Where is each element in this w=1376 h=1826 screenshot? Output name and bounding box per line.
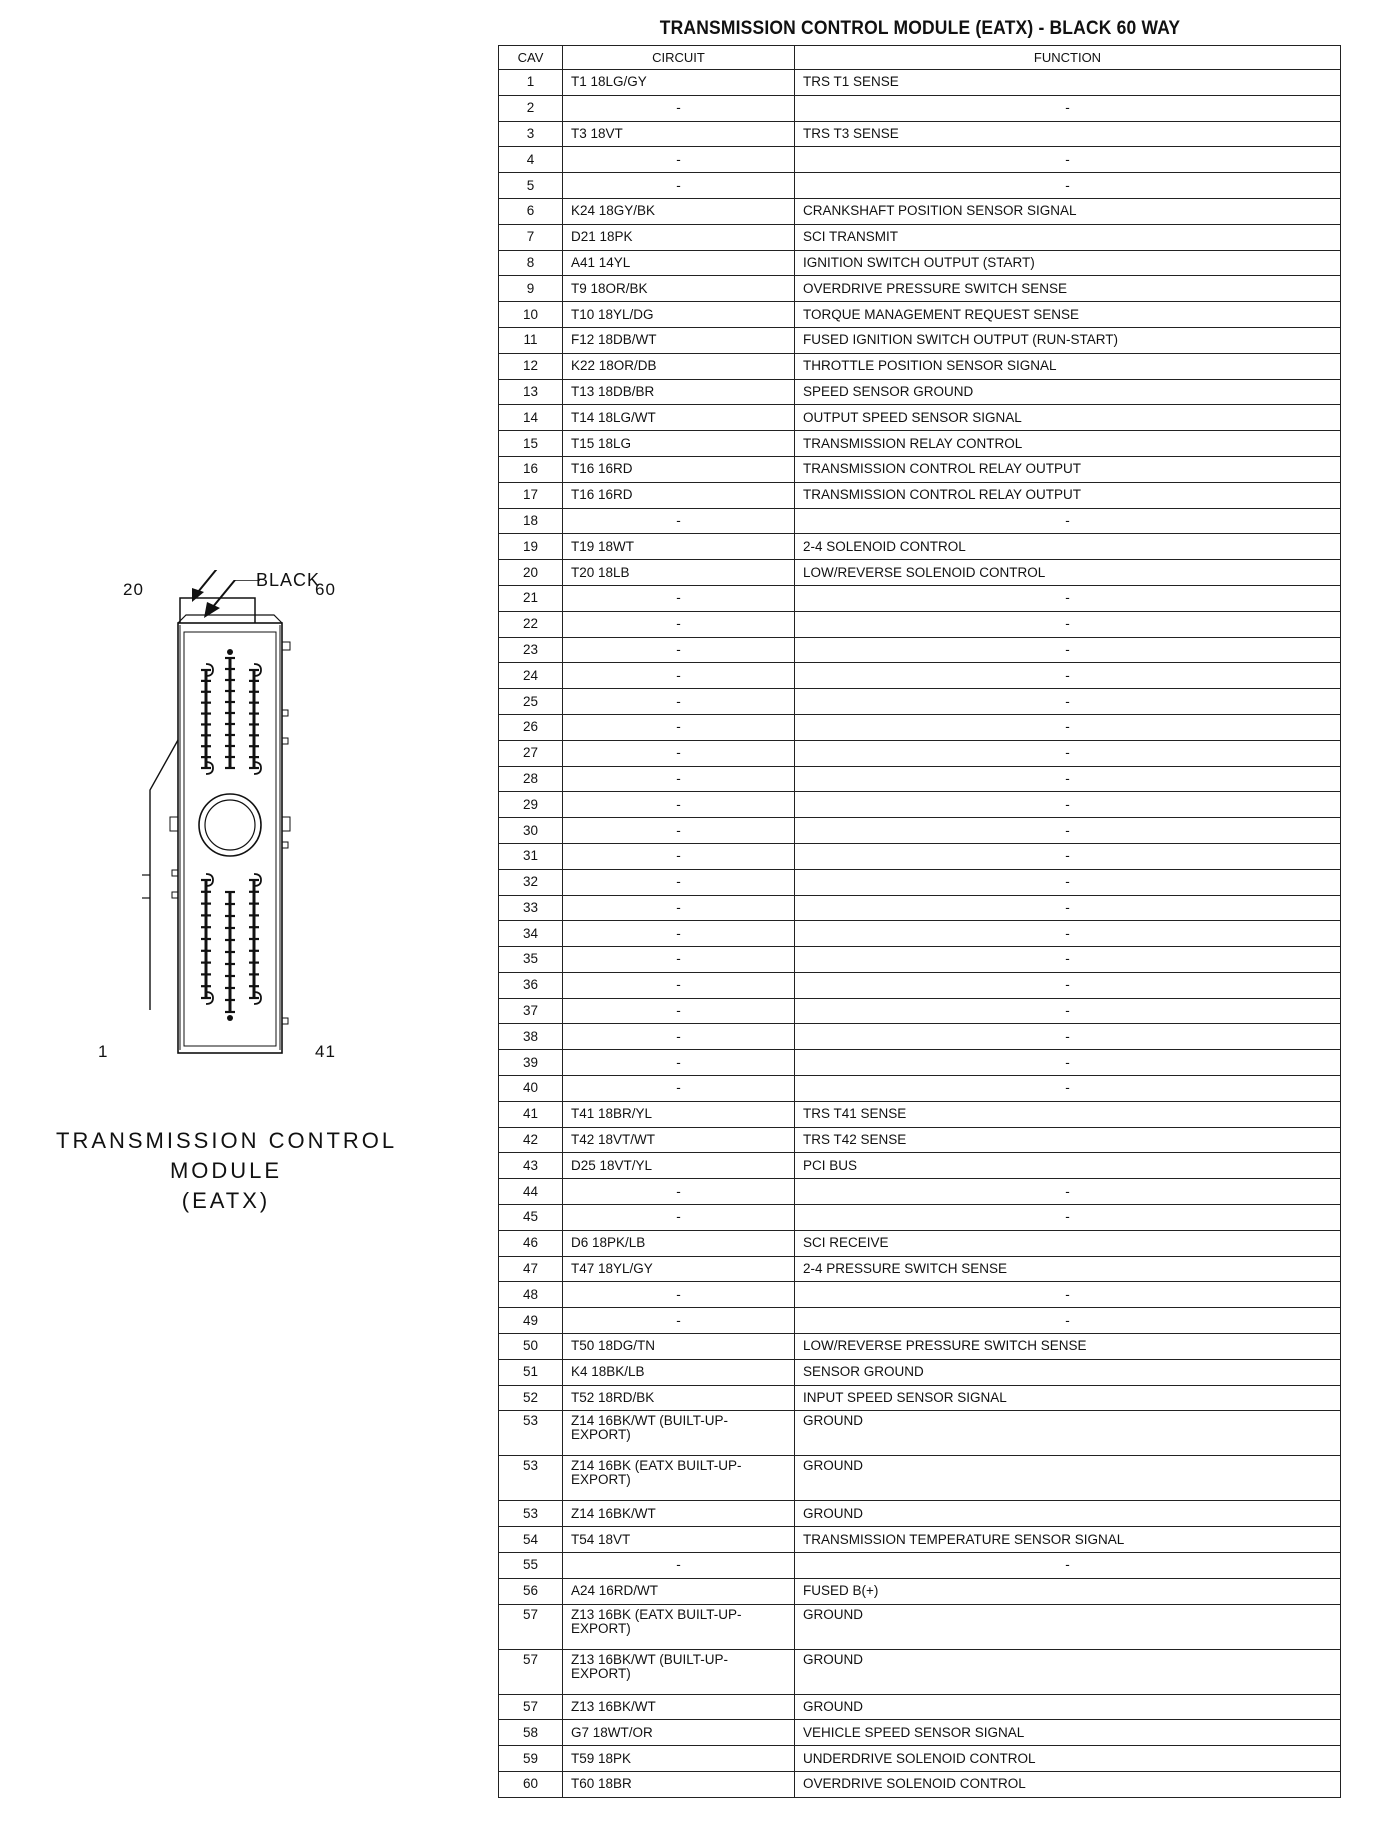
cell-function: TORQUE MANAGEMENT REQUEST SENSE: [795, 302, 1341, 328]
cell-circuit: T16 16RD: [563, 482, 795, 508]
pinout-table: [498, 45, 1341, 1798]
cell-circuit: T9 18OR/BK: [563, 276, 795, 302]
table-row: [499, 1153, 1341, 1179]
cell-circuit: T19 18WT: [563, 534, 795, 560]
cell-function: -: [795, 1050, 1341, 1076]
cell-function: THROTTLE POSITION SENSOR SIGNAL: [795, 353, 1341, 379]
cell-function: -: [795, 792, 1341, 818]
cell-cav: 5: [499, 173, 563, 199]
cell-circuit: -: [563, 508, 795, 534]
cell-function: LOW/REVERSE SOLENOID CONTROL: [795, 560, 1341, 586]
cell-circuit: -: [563, 663, 795, 689]
table-row: [499, 1772, 1341, 1798]
cell-function: -: [795, 869, 1341, 895]
table-row: [499, 560, 1341, 586]
cell-cav: 3: [499, 121, 563, 147]
cell-circuit: T13 18DB/BR: [563, 379, 795, 405]
table-row: [499, 224, 1341, 250]
cell-cav: 60: [499, 1772, 563, 1798]
cell-cav: 14: [499, 405, 563, 431]
cell-circuit: -: [563, 895, 795, 921]
cell-function: -: [795, 1205, 1341, 1231]
table-row: [499, 508, 1341, 534]
table-row: [499, 1720, 1341, 1746]
cell-cav: 53: [499, 1411, 563, 1456]
cell-function: -: [795, 714, 1341, 740]
cell-cav: 33: [499, 895, 563, 921]
cell-function: -: [795, 843, 1341, 869]
cell-cav: 4: [499, 147, 563, 173]
cell-cav: 55: [499, 1553, 563, 1579]
table-row: [499, 972, 1341, 998]
table-row: [499, 534, 1341, 560]
cell-function: TRANSMISSION TEMPERATURE SENSOR SIGNAL: [795, 1527, 1341, 1553]
cell-cav: 11: [499, 327, 563, 353]
cell-circuit: Z14 16BK/WT (BUILT-UP-EXPORT): [563, 1411, 795, 1456]
table-row: [499, 1179, 1341, 1205]
table-row: [499, 766, 1341, 792]
cell-function: OVERDRIVE PRESSURE SWITCH SENSE: [795, 276, 1341, 302]
cell-cav: 39: [499, 1050, 563, 1076]
cell-function: GROUND: [795, 1501, 1341, 1527]
table-row: [499, 379, 1341, 405]
cell-circuit: -: [563, 637, 795, 663]
cell-function: -: [795, 740, 1341, 766]
cell-function: IGNITION SWITCH OUTPUT (START): [795, 250, 1341, 276]
cell-cav: 27: [499, 740, 563, 766]
table-row: [499, 585, 1341, 611]
cell-function: -: [795, 508, 1341, 534]
cell-circuit: T15 18LG: [563, 431, 795, 457]
cell-circuit: A41 14YL: [563, 250, 795, 276]
cell-circuit: Z14 16BK (EATX BUILT-UP-EXPORT): [563, 1456, 795, 1501]
cell-cav: 48: [499, 1282, 563, 1308]
cell-cav: 59: [499, 1746, 563, 1772]
connector-illustration: [60, 570, 380, 1100]
cell-cav: 16: [499, 456, 563, 482]
cell-circuit: -: [563, 766, 795, 792]
cell-cav: 15: [499, 431, 563, 457]
table-row: [499, 637, 1341, 663]
table-row: [499, 1282, 1341, 1308]
cell-cav: 42: [499, 1127, 563, 1153]
table-row: [499, 740, 1341, 766]
table-body: [499, 70, 1341, 1798]
cell-circuit: -: [563, 869, 795, 895]
cell-circuit: -: [563, 818, 795, 844]
cell-function: -: [795, 947, 1341, 973]
cell-circuit: T47 18YL/GY: [563, 1256, 795, 1282]
cell-circuit: -: [563, 740, 795, 766]
cell-function: -: [795, 895, 1341, 921]
cell-cav: 58: [499, 1720, 563, 1746]
cell-cav: 53: [499, 1456, 563, 1501]
cell-circuit: -: [563, 843, 795, 869]
cell-circuit: -: [563, 921, 795, 947]
cell-function: TRS T41 SENSE: [795, 1101, 1341, 1127]
cell-cav: 51: [499, 1359, 563, 1385]
cell-circuit: -: [563, 173, 795, 199]
cell-cav: 52: [499, 1385, 563, 1411]
table-row: [499, 663, 1341, 689]
cell-cav: 43: [499, 1153, 563, 1179]
table-row: [499, 121, 1341, 147]
cell-cav: 34: [499, 921, 563, 947]
cell-function: -: [795, 147, 1341, 173]
cell-cav: 25: [499, 689, 563, 715]
table-row: [499, 1456, 1341, 1501]
table-row: [499, 1527, 1341, 1553]
cell-circuit: -: [563, 947, 795, 973]
cell-function: GROUND: [795, 1411, 1341, 1456]
cell-circuit: T1 18LG/GY: [563, 70, 795, 96]
caption-line-1: TRANSMISSION CONTROL: [56, 1128, 398, 1153]
table-row: [499, 1501, 1341, 1527]
table-row: [499, 818, 1341, 844]
cell-circuit: -: [563, 611, 795, 637]
cell-function: FUSED B(+): [795, 1578, 1341, 1604]
cell-circuit: Z13 16BK/WT: [563, 1694, 795, 1720]
table-row: [499, 947, 1341, 973]
table-row: [499, 1385, 1341, 1411]
cell-cav: 28: [499, 766, 563, 792]
cell-function: -: [795, 173, 1341, 199]
cell-function: 2-4 SOLENOID CONTROL: [795, 534, 1341, 560]
pin-label-top-right: 60: [315, 580, 336, 599]
table-row: [499, 1230, 1341, 1256]
cell-circuit: -: [563, 1179, 795, 1205]
table-row: [499, 1256, 1341, 1282]
cell-circuit: -: [563, 1076, 795, 1102]
cell-cav: 35: [499, 947, 563, 973]
table-row: [499, 1334, 1341, 1360]
table-row: [499, 353, 1341, 379]
cell-cav: 20: [499, 560, 563, 586]
table-row: [499, 456, 1341, 482]
caption-line-2: MODULE: [169, 1158, 283, 1183]
cell-function: GROUND: [795, 1604, 1341, 1649]
page-title: TRANSMISSION CONTROL MODULE (EATX) - BLACK 60 WAY: [659, 18, 1181, 39]
cell-cav: 37: [499, 998, 563, 1024]
cell-cav: 23: [499, 637, 563, 663]
table-row: [499, 1359, 1341, 1385]
cell-function: PCI BUS: [795, 1153, 1341, 1179]
cell-circuit: T52 18RD/BK: [563, 1385, 795, 1411]
cell-function: -: [795, 637, 1341, 663]
table-row: [499, 1205, 1341, 1231]
cell-function: SENSOR GROUND: [795, 1359, 1341, 1385]
cell-circuit: -: [563, 972, 795, 998]
cell-cav: 29: [499, 792, 563, 818]
cell-circuit: T60 18BR: [563, 1772, 795, 1798]
table-header-row: [499, 46, 1341, 70]
cell-circuit: -: [563, 1282, 795, 1308]
cell-circuit: F12 18DB/WT: [563, 327, 795, 353]
table-row: [499, 1308, 1341, 1334]
cell-function: SPEED SENSOR GROUND: [795, 379, 1341, 405]
cell-cav: 18: [499, 508, 563, 534]
pin-label-bottom-right: 41: [315, 1042, 336, 1061]
cell-function: -: [795, 1282, 1341, 1308]
cell-function: -: [795, 95, 1341, 121]
cell-cav: 22: [499, 611, 563, 637]
table-row: [499, 714, 1341, 740]
cell-function: UNDERDRIVE SOLENOID CONTROL: [795, 1746, 1341, 1772]
cell-circuit: -: [563, 792, 795, 818]
cell-circuit: -: [563, 1308, 795, 1334]
cell-cav: 21: [499, 585, 563, 611]
cell-cav: 57: [499, 1604, 563, 1649]
cell-cav: 56: [499, 1578, 563, 1604]
cell-cav: 12: [499, 353, 563, 379]
cell-circuit: -: [563, 1205, 795, 1231]
cell-circuit: -: [563, 714, 795, 740]
terminal-dot: [227, 1015, 233, 1021]
table-row: [499, 689, 1341, 715]
cell-circuit: -: [563, 1024, 795, 1050]
table-row: [499, 173, 1341, 199]
cell-circuit: Z13 16BK (EATX BUILT-UP-EXPORT): [563, 1604, 795, 1649]
cell-cav: 6: [499, 198, 563, 224]
cell-function: GROUND: [795, 1694, 1341, 1720]
cell-circuit: Z14 16BK/WT: [563, 1501, 795, 1527]
cell-cav: 32: [499, 869, 563, 895]
cell-function: SCI RECEIVE: [795, 1230, 1341, 1256]
table-row: [499, 1578, 1341, 1604]
header-function: FUNCTION: [795, 46, 1341, 70]
table-row: [499, 869, 1341, 895]
cell-cav: 47: [499, 1256, 563, 1282]
cell-circuit: -: [563, 689, 795, 715]
cell-function: -: [795, 689, 1341, 715]
cell-function: TRS T42 SENSE: [795, 1127, 1341, 1153]
cell-circuit: K24 18GY/BK: [563, 198, 795, 224]
cell-function: -: [795, 818, 1341, 844]
header-circuit: CIRCUIT: [563, 46, 795, 70]
cell-function: GROUND: [795, 1456, 1341, 1501]
cell-cav: 41: [499, 1101, 563, 1127]
terminal-dot: [227, 649, 233, 655]
cell-function: FUSED IGNITION SWITCH OUTPUT (RUN-START): [795, 327, 1341, 353]
cell-circuit: D25 18VT/YL: [563, 1153, 795, 1179]
cell-circuit: T14 18LG/WT: [563, 405, 795, 431]
cell-circuit: T50 18DG/TN: [563, 1334, 795, 1360]
cell-function: -: [795, 998, 1341, 1024]
cell-function: TRANSMISSION CONTROL RELAY OUTPUT: [795, 456, 1341, 482]
cell-circuit: A24 16RD/WT: [563, 1578, 795, 1604]
cell-cav: 10: [499, 302, 563, 328]
cell-cav: 50: [499, 1334, 563, 1360]
cell-cav: 36: [499, 972, 563, 998]
cell-function: TRS T1 SENSE: [795, 70, 1341, 96]
cell-circuit: -: [563, 1050, 795, 1076]
cell-circuit: T20 18LB: [563, 560, 795, 586]
cell-cav: 19: [499, 534, 563, 560]
cell-function: GROUND: [795, 1649, 1341, 1694]
table-row: [499, 1127, 1341, 1153]
pin-label-bottom-left: 1: [98, 1042, 109, 1061]
cell-function: -: [795, 1076, 1341, 1102]
center-bolt-circle: [199, 794, 261, 856]
cell-function: -: [795, 585, 1341, 611]
cell-cav: 9: [499, 276, 563, 302]
table-row: [499, 1050, 1341, 1076]
cell-circuit: -: [563, 147, 795, 173]
cell-function: -: [795, 611, 1341, 637]
cell-circuit: D21 18PK: [563, 224, 795, 250]
table-row: [499, 998, 1341, 1024]
cell-cav: 44: [499, 1179, 563, 1205]
table-row: [499, 1604, 1341, 1649]
cell-circuit: G7 18WT/OR: [563, 1720, 795, 1746]
cell-circuit: T10 18YL/DG: [563, 302, 795, 328]
table-row: [499, 70, 1341, 96]
cell-cav: 49: [499, 1308, 563, 1334]
cell-function: -: [795, 766, 1341, 792]
cell-circuit: Z13 16BK/WT (BUILT-UP-EXPORT): [563, 1649, 795, 1694]
table-row: [499, 482, 1341, 508]
table-row: [499, 147, 1341, 173]
header-cav: CAV: [499, 46, 563, 70]
cell-circuit: K22 18OR/DB: [563, 353, 795, 379]
cell-function: TRS T3 SENSE: [795, 121, 1341, 147]
table-row: [499, 895, 1341, 921]
table-row: [499, 250, 1341, 276]
cell-function: TRANSMISSION RELAY CONTROL: [795, 431, 1341, 457]
cell-cav: 24: [499, 663, 563, 689]
cell-circuit: T59 18PK: [563, 1746, 795, 1772]
cell-function: -: [795, 1308, 1341, 1334]
cell-circuit: D6 18PK/LB: [563, 1230, 795, 1256]
table-row: [499, 327, 1341, 353]
cell-cav: 46: [499, 1230, 563, 1256]
cell-cav: 1: [499, 70, 563, 96]
caption-line-3: (EATX): [181, 1188, 271, 1213]
table-row: [499, 302, 1341, 328]
cell-cav: 38: [499, 1024, 563, 1050]
cell-function: -: [795, 972, 1341, 998]
table-row: [499, 198, 1341, 224]
cell-circuit: -: [563, 998, 795, 1024]
cell-function: OUTPUT SPEED SENSOR SIGNAL: [795, 405, 1341, 431]
table-row: [499, 843, 1341, 869]
cell-cav: 45: [499, 1205, 563, 1231]
cell-function: VEHICLE SPEED SENSOR SIGNAL: [795, 1720, 1341, 1746]
cell-cav: 30: [499, 818, 563, 844]
cell-function: CRANKSHAFT POSITION SENSOR SIGNAL: [795, 198, 1341, 224]
pin-label-top-left: 20: [123, 580, 144, 599]
cell-circuit: T54 18VT: [563, 1527, 795, 1553]
table-row: [499, 1076, 1341, 1102]
cell-circuit: -: [563, 585, 795, 611]
cell-function: TRANSMISSION CONTROL RELAY OUTPUT: [795, 482, 1341, 508]
table-row: [499, 405, 1341, 431]
cell-circuit: -: [563, 95, 795, 121]
table-row: [499, 431, 1341, 457]
cell-function: 2-4 PRESSURE SWITCH SENSE: [795, 1256, 1341, 1282]
cell-cav: 31: [499, 843, 563, 869]
cell-cav: 26: [499, 714, 563, 740]
cell-cav: 57: [499, 1694, 563, 1720]
cell-cav: 54: [499, 1527, 563, 1553]
cell-function: -: [795, 663, 1341, 689]
color-label: BLACK: [256, 570, 321, 590]
cell-function: -: [795, 1553, 1341, 1579]
table-row: [499, 1746, 1341, 1772]
table-row: [499, 1694, 1341, 1720]
cell-function: SCI TRANSMIT: [795, 224, 1341, 250]
cell-function: -: [795, 1024, 1341, 1050]
cell-cav: 17: [499, 482, 563, 508]
cell-cav: 7: [499, 224, 563, 250]
table-row: [499, 276, 1341, 302]
table-row: [499, 921, 1341, 947]
table-row: [499, 1411, 1341, 1456]
table-row: [499, 792, 1341, 818]
cell-cav: 13: [499, 379, 563, 405]
cell-circuit: T3 18VT: [563, 121, 795, 147]
cell-function: -: [795, 1179, 1341, 1205]
cell-function: -: [795, 921, 1341, 947]
connector-caption: [56, 1126, 396, 1216]
cell-function: LOW/REVERSE PRESSURE SWITCH SENSE: [795, 1334, 1341, 1360]
cell-cav: 40: [499, 1076, 563, 1102]
table-row: [499, 611, 1341, 637]
table-row: [499, 1101, 1341, 1127]
cell-function: OVERDRIVE SOLENOID CONTROL: [795, 1772, 1341, 1798]
cell-cav: 53: [499, 1501, 563, 1527]
cell-circuit: -: [563, 1553, 795, 1579]
cell-circuit: T42 18VT/WT: [563, 1127, 795, 1153]
cell-circuit: T16 16RD: [563, 456, 795, 482]
table-row: [499, 95, 1341, 121]
cell-cav: 8: [499, 250, 563, 276]
table-row: [499, 1553, 1341, 1579]
table-row: [499, 1649, 1341, 1694]
cell-cav: 57: [499, 1649, 563, 1694]
table-row: [499, 1024, 1341, 1050]
cell-function: INPUT SPEED SENSOR SIGNAL: [795, 1385, 1341, 1411]
cell-circuit: K4 18BK/LB: [563, 1359, 795, 1385]
cell-circuit: T41 18BR/YL: [563, 1101, 795, 1127]
cell-cav: 2: [499, 95, 563, 121]
